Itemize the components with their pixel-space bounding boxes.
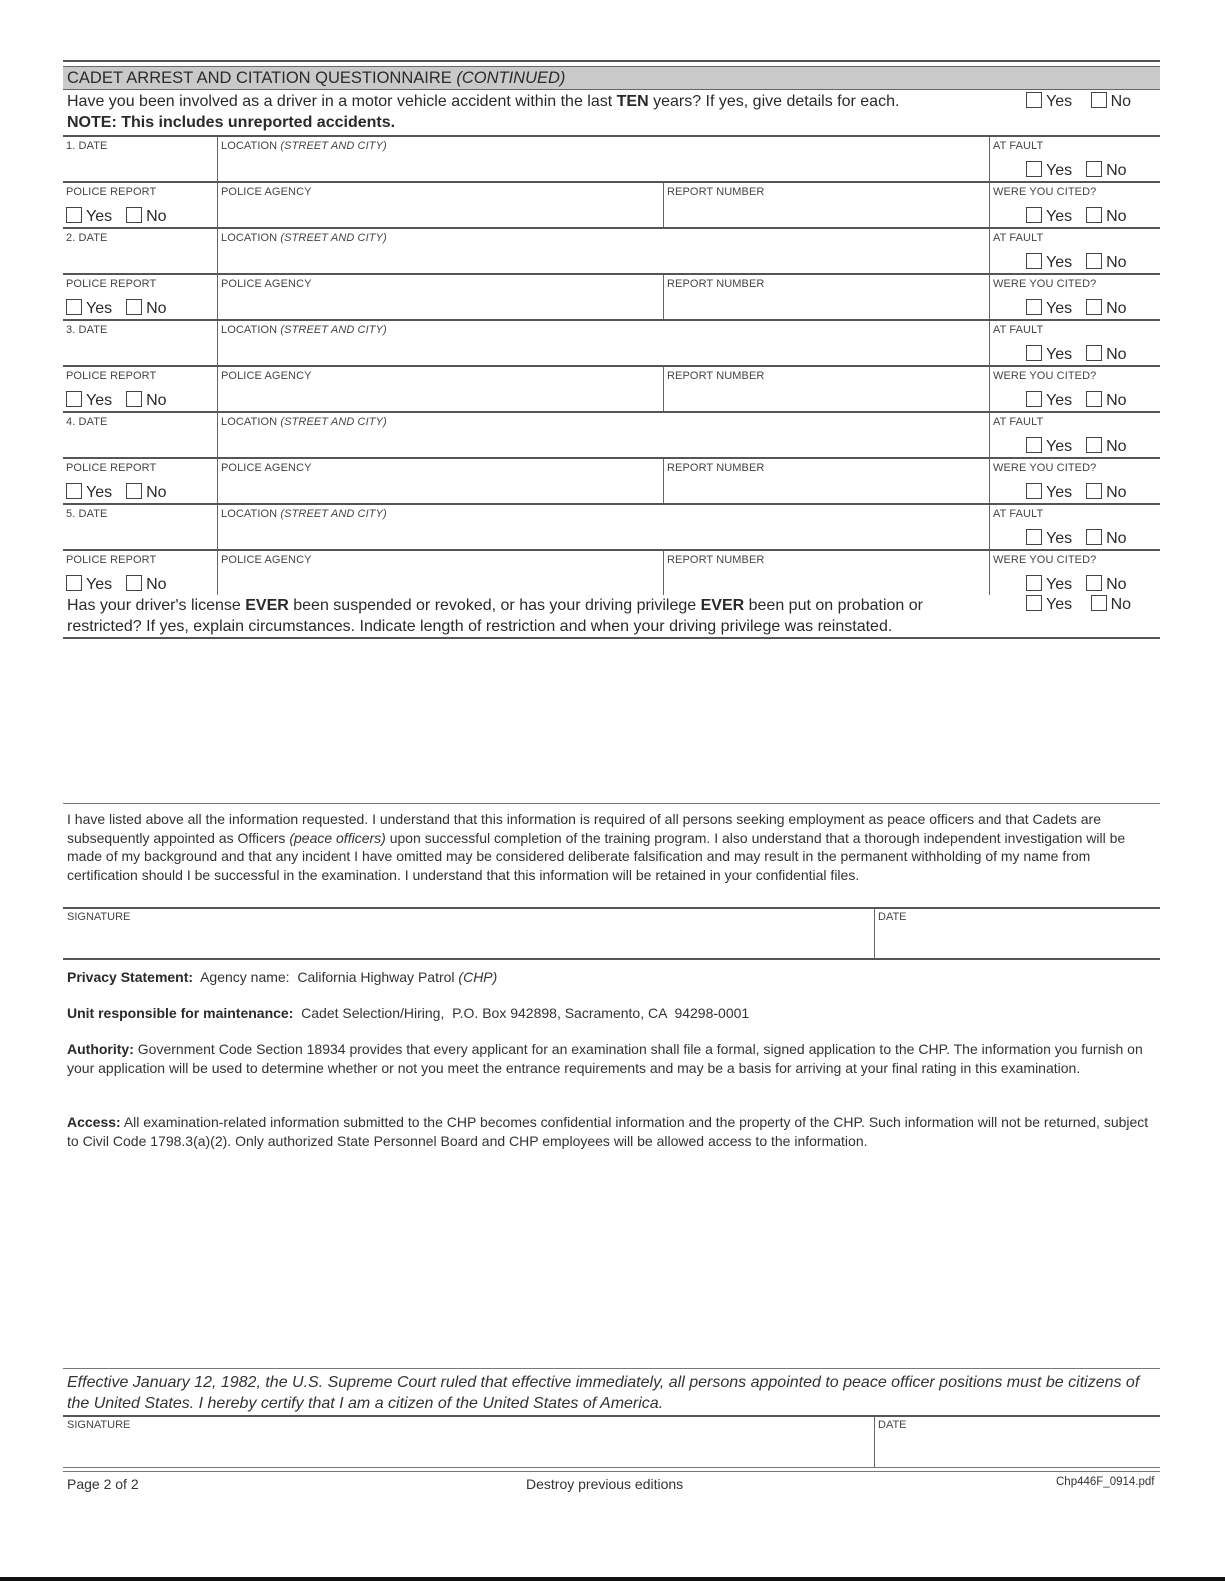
police-report-answer — [66, 391, 181, 410]
no-label: No — [146, 392, 167, 409]
yes-label: Yes — [1046, 162, 1073, 179]
accident-row-5 — [63, 504, 1160, 550]
checkbox-icon[interactable] — [126, 575, 142, 591]
were-cited-yes-option[interactable] — [1026, 391, 1072, 410]
no-label: No — [1106, 530, 1127, 547]
page-edge — [0, 1577, 1225, 1581]
police-report-cell — [63, 274, 218, 320]
at-fault-cell — [990, 228, 1161, 274]
at-fault-answer — [1026, 345, 1141, 364]
at-fault-no-option[interactable] — [1086, 161, 1126, 180]
divider — [63, 1467, 1160, 1468]
authority-statement: Authority: Government Code Section 18934 provides that every applicant for an examination shall file a formal, signed application to the CHP. The information you furnish on your application will be used to determine whether or not you meet the entrance requirements and may be a basis for arriving at your final rating in this examination. — [67, 1041, 1143, 1076]
report-number-label: REPORT NUMBER — [667, 462, 765, 474]
location-label: LOCATION (STREET AND CITY) — [221, 324, 387, 336]
were-cited-label: WERE YOU CITED? — [993, 186, 1097, 198]
checkbox-icon[interactable] — [1086, 345, 1102, 361]
divider — [63, 907, 1160, 909]
checkbox-icon[interactable] — [1026, 345, 1042, 361]
no-label: No — [1106, 392, 1127, 409]
checkbox-icon[interactable] — [1086, 437, 1102, 453]
were-cited-yes-option[interactable] — [1026, 299, 1072, 318]
top-rule — [63, 60, 1160, 62]
section-title: CADET ARREST AND CITATION QUESTIONNAIRE (CONTINUED) — [67, 69, 566, 87]
checkbox-icon[interactable] — [66, 391, 82, 407]
police-report-label: POLICE REPORT — [66, 370, 157, 382]
access-statement: Access: All examination-related information submitted to the CHP becomes confidential information and the property of the CHP. Such information will not be returned, subject to Civil Code 1798.3(a)(2). Only authorized State Personnel Board and CHP employees will be allowed access to the information. — [67, 1114, 1149, 1149]
were-cited-answer — [1026, 391, 1141, 410]
license-question-answer — [1026, 595, 1131, 614]
checkbox-icon[interactable] — [1091, 92, 1107, 108]
were-cited-answer — [1026, 299, 1141, 318]
no-label: No — [146, 576, 167, 593]
footer-note: Destroy previous editions — [526, 1476, 684, 1492]
checkbox-icon[interactable] — [1026, 595, 1042, 611]
police-report-yes-option[interactable] — [66, 299, 112, 318]
no-label: No — [146, 208, 167, 225]
police-report-answer — [66, 483, 181, 502]
were-cited-no-option[interactable] — [1086, 575, 1126, 594]
checkbox-icon[interactable] — [1086, 253, 1102, 269]
at-fault-yes-option[interactable] — [1026, 345, 1072, 364]
location-label: LOCATION (STREET AND CITY) — [221, 508, 387, 520]
police-report-yes-option[interactable] — [66, 483, 112, 502]
checkbox-icon[interactable] — [66, 207, 82, 223]
checkbox-icon[interactable] — [1026, 207, 1042, 223]
checkbox-icon[interactable] — [126, 391, 142, 407]
checkbox-icon[interactable] — [1026, 391, 1042, 407]
at-fault-cell — [990, 412, 1161, 458]
accident-row-1 — [63, 136, 1160, 182]
accident-date-field[interactable] — [63, 136, 218, 182]
police-agency-label: POLICE AGENCY — [221, 554, 312, 566]
checkbox-icon[interactable] — [66, 483, 82, 499]
license-explanation-area[interactable] — [63, 640, 1160, 800]
police-report-label: POLICE REPORT — [66, 462, 157, 474]
checkbox-icon[interactable] — [1026, 437, 1042, 453]
police-report-label: POLICE REPORT — [66, 278, 157, 290]
report-number-label: REPORT NUMBER — [667, 278, 765, 290]
date-label: DATE — [878, 911, 907, 923]
at-fault-label: AT FAULT — [993, 232, 1044, 244]
checkbox-icon[interactable] — [1026, 253, 1042, 269]
citizenship-statement: Effective January 12, 1982, the U.S. Supreme Court ruled that effective immediately, all persons appointed to peace officer positions must be citizens of the United States. I hereby certify that I am a citizen of the United States of America. — [67, 1374, 1140, 1412]
yes-label: Yes — [1046, 576, 1073, 593]
checkbox-icon[interactable] — [1086, 299, 1102, 315]
at-fault-no-option[interactable] — [1086, 529, 1126, 548]
no-label: No — [1106, 254, 1127, 271]
police-report-no-option[interactable] — [126, 299, 166, 318]
police-report-cell — [63, 550, 218, 595]
yes-label: Yes — [86, 300, 113, 317]
were-cited-yes-option[interactable] — [1026, 575, 1072, 594]
were-cited-cell — [990, 550, 1161, 595]
at-fault-label: AT FAULT — [993, 140, 1044, 152]
checkbox-icon[interactable] — [126, 483, 142, 499]
accident-location-field[interactable] — [218, 412, 990, 458]
police-report-label: POLICE REPORT — [66, 186, 157, 198]
yes-label: Yes — [1046, 254, 1073, 271]
were-cited-label: WERE YOU CITED? — [993, 370, 1097, 382]
police-agency-label: POLICE AGENCY — [221, 462, 312, 474]
license-yes-option[interactable]: Yes — [1026, 595, 1072, 614]
checkbox-icon[interactable] — [1026, 483, 1042, 499]
divider — [63, 637, 1160, 639]
police-report-answer — [66, 575, 181, 594]
at-fault-cell — [990, 136, 1161, 182]
accident-location-field[interactable] — [218, 504, 990, 550]
police-report-yes-option[interactable] — [66, 207, 112, 226]
checkbox-icon[interactable] — [1086, 483, 1102, 499]
signature-field[interactable] — [63, 924, 873, 956]
at-fault-answer — [1026, 161, 1141, 180]
yes-label: Yes — [1046, 484, 1073, 501]
citizenship-date-label: DATE — [878, 1419, 907, 1431]
were-cited-answer — [1026, 575, 1141, 594]
date-label: 4. DATE — [66, 416, 108, 428]
were-cited-no-option[interactable] — [1086, 391, 1126, 410]
no-label: No — [1106, 346, 1127, 363]
report-number-label: REPORT NUMBER — [667, 554, 765, 566]
police-agency-field[interactable] — [218, 274, 664, 320]
checkbox-icon[interactable] — [1026, 575, 1042, 591]
report-number-field[interactable] — [664, 366, 990, 412]
license-no-option[interactable]: No — [1091, 595, 1131, 614]
accident-row-2 — [63, 228, 1160, 274]
accident-row-3 — [63, 320, 1160, 366]
accident-location-field[interactable] — [218, 136, 990, 182]
accident-report-row-3 — [63, 366, 1160, 412]
were-cited-cell — [990, 458, 1161, 504]
divider — [874, 909, 875, 958]
were-cited-label: WERE YOU CITED? — [993, 462, 1097, 474]
yes-label: Yes — [1046, 208, 1073, 225]
were-cited-no-option[interactable] — [1086, 483, 1126, 502]
were-cited-yes-option[interactable] — [1026, 207, 1072, 226]
date-label: 5. DATE — [66, 508, 108, 520]
report-number-field[interactable] — [664, 274, 990, 320]
checkbox-icon[interactable] — [1026, 299, 1042, 315]
at-fault-label: AT FAULT — [993, 324, 1044, 336]
checkbox-icon[interactable] — [1086, 161, 1102, 177]
at-fault-no-option[interactable] — [1086, 253, 1126, 272]
yes-label: Yes — [1046, 300, 1073, 317]
date-label: 1. DATE — [66, 140, 108, 152]
at-fault-yes-option[interactable] — [1026, 437, 1072, 456]
accident-report-row-5 — [63, 550, 1160, 595]
accident-report-row-2 — [63, 274, 1160, 320]
report-number-label: REPORT NUMBER — [667, 370, 765, 382]
form-id: Chp446F_0914.pdf — [1056, 1476, 1155, 1488]
accident-report-row-4 — [63, 458, 1160, 504]
date-field[interactable] — [876, 924, 1160, 956]
police-report-yes-option[interactable] — [66, 575, 112, 594]
no-label: No — [1106, 162, 1127, 179]
checkbox-icon[interactable] — [1086, 529, 1102, 545]
were-cited-cell — [990, 366, 1161, 412]
police-report-label: POLICE REPORT — [66, 554, 157, 566]
at-fault-label: AT FAULT — [993, 416, 1044, 428]
yes-label: Yes — [86, 208, 113, 225]
police-report-cell — [63, 366, 218, 412]
were-cited-no-option[interactable] — [1086, 207, 1126, 226]
no-label: No — [1106, 576, 1127, 593]
no-label: No — [1106, 438, 1127, 455]
were-cited-label: WERE YOU CITED? — [993, 278, 1097, 290]
divider — [63, 958, 1160, 960]
citizenship-date-field[interactable] — [876, 1432, 1160, 1465]
report-number-field[interactable] — [664, 182, 990, 228]
at-fault-no-option[interactable] — [1086, 437, 1126, 456]
citizenship-signature-field[interactable] — [63, 1432, 873, 1465]
report-number-field[interactable] — [664, 458, 990, 504]
police-report-answer — [66, 207, 181, 226]
were-cited-label: WERE YOU CITED? — [993, 554, 1097, 566]
citizenship-signature-label: SIGNATURE — [67, 1419, 131, 1431]
yes-label: Yes — [1046, 530, 1073, 547]
accident-date-field[interactable] — [63, 228, 218, 274]
at-fault-answer — [1026, 437, 1141, 456]
at-fault-answer — [1026, 253, 1141, 272]
accident-location-field[interactable] — [218, 320, 990, 366]
accident-no-option[interactable]: No — [1091, 92, 1131, 111]
at-fault-cell — [990, 504, 1161, 550]
checkbox-icon[interactable] — [1086, 207, 1102, 223]
accident-date-field[interactable] — [63, 412, 218, 458]
were-cited-cell — [990, 274, 1161, 320]
police-agency-label: POLICE AGENCY — [221, 370, 312, 382]
at-fault-yes-option[interactable] — [1026, 253, 1072, 272]
checkbox-icon[interactable] — [1026, 529, 1042, 545]
police-agency-field[interactable] — [218, 550, 664, 595]
were-cited-no-option[interactable] — [1086, 299, 1126, 318]
report-number-field[interactable] — [664, 550, 990, 595]
divider — [874, 1417, 875, 1467]
checkbox-icon[interactable] — [1086, 391, 1102, 407]
were-cited-answer — [1026, 207, 1141, 226]
privacy-statement: Privacy Statement: Agency name: California Highway Patrol (CHP) — [67, 969, 498, 985]
accident-question: Have you been involved as a driver in a motor vehicle accident within the last TEN years? If yes, give details for each. NOTE: This includes unreported accidents. — [67, 93, 900, 131]
checkbox-icon[interactable] — [1086, 575, 1102, 591]
police-agency-field[interactable] — [218, 458, 664, 504]
at-fault-label: AT FAULT — [993, 508, 1044, 520]
accident-note: NOTE: This includes unreported accidents. — [67, 114, 396, 131]
date-label: 2. DATE — [66, 232, 108, 244]
yes-label: Yes — [1046, 392, 1073, 409]
divider — [63, 1415, 1160, 1417]
checkbox-icon[interactable] — [66, 575, 82, 591]
police-report-no-option[interactable] — [126, 483, 166, 502]
police-agency-label: POLICE AGENCY — [221, 186, 312, 198]
checkbox-icon[interactable] — [126, 207, 142, 223]
accident-date-field[interactable] — [63, 504, 218, 550]
at-fault-yes-option[interactable] — [1026, 161, 1072, 180]
divider — [63, 803, 1160, 804]
yes-label: Yes — [1046, 438, 1073, 455]
checkbox-icon[interactable] — [126, 299, 142, 315]
police-report-cell — [63, 458, 218, 504]
section-header — [63, 66, 1160, 90]
accident-yes-option[interactable]: Yes — [1026, 92, 1072, 111]
date-label: 3. DATE — [66, 324, 108, 336]
no-label: No — [146, 484, 167, 501]
report-number-label: REPORT NUMBER — [667, 186, 765, 198]
at-fault-cell — [990, 320, 1161, 366]
police-report-answer — [66, 299, 181, 318]
were-cited-answer — [1026, 483, 1141, 502]
checkbox-icon[interactable] — [1026, 161, 1042, 177]
yes-label: Yes — [86, 484, 113, 501]
checkbox-icon[interactable] — [66, 299, 82, 315]
checkbox-icon[interactable] — [1091, 595, 1107, 611]
police-agency-field[interactable] — [218, 366, 664, 412]
unit-responsible: Unit responsible for maintenance: Cadet Selection/Hiring, P.O. Box 942898, Sacramento, CA 94298-0001 — [67, 1005, 750, 1021]
accident-report-row-1 — [63, 182, 1160, 228]
yes-label: Yes — [86, 392, 113, 409]
checkbox-icon[interactable] — [1026, 92, 1042, 108]
certification-statement: I have listed above all the information requested. I understand that this information is required of all persons seeking employment as peace officers and that Cadets are subsequently appointed as Officers (peace officers) upon successful completion of the training program. I also understand that a thorough independent investigation will be made of my background and that any incident I have omitted may be considered deliberate falsification and may result in the permanent withholding of my name from certification should I be successful in the examination. I understand that this information will be retained in your confidential files. — [67, 811, 1126, 883]
location-label: LOCATION (STREET AND CITY) — [221, 416, 387, 428]
yes-label: Yes — [86, 576, 113, 593]
yes-label: Yes — [1046, 346, 1073, 363]
no-label: No — [1106, 208, 1127, 225]
accident-location-field[interactable] — [218, 228, 990, 274]
accident-row-4 — [63, 412, 1160, 458]
were-cited-yes-option[interactable] — [1026, 483, 1072, 502]
police-report-no-option[interactable] — [126, 575, 166, 594]
accident-details-table — [63, 135, 1160, 595]
location-label: LOCATION (STREET AND CITY) — [221, 232, 387, 244]
accident-question-answer — [1026, 92, 1131, 111]
no-label: No — [1106, 300, 1127, 317]
divider — [63, 1471, 1160, 1472]
section-title-suffix: (CONTINUED) — [456, 69, 566, 87]
police-agency-label: POLICE AGENCY — [221, 278, 312, 290]
at-fault-yes-option[interactable] — [1026, 529, 1072, 548]
page-number: Page 2 of 2 — [67, 1476, 139, 1492]
police-report-no-option[interactable] — [126, 207, 166, 226]
divider — [63, 1368, 1160, 1369]
no-label: No — [146, 300, 167, 317]
no-label: No — [1106, 484, 1127, 501]
police-agency-field[interactable] — [218, 182, 664, 228]
police-report-yes-option[interactable] — [66, 391, 112, 410]
location-label: LOCATION (STREET AND CITY) — [221, 140, 387, 152]
police-report-cell — [63, 182, 218, 228]
at-fault-no-option[interactable] — [1086, 345, 1126, 364]
at-fault-answer — [1026, 529, 1141, 548]
license-question: Has your driver's license EVER been suspended or revoked, or has your driving privilege EVER been put on probation or restricted? If yes, explain circumstances. Indicate length of restriction and when your driving privilege was reinstated. — [67, 597, 923, 635]
accident-date-field[interactable] — [63, 320, 218, 366]
police-report-no-option[interactable] — [126, 391, 166, 410]
signature-label: SIGNATURE — [67, 911, 131, 923]
were-cited-cell — [990, 182, 1161, 228]
